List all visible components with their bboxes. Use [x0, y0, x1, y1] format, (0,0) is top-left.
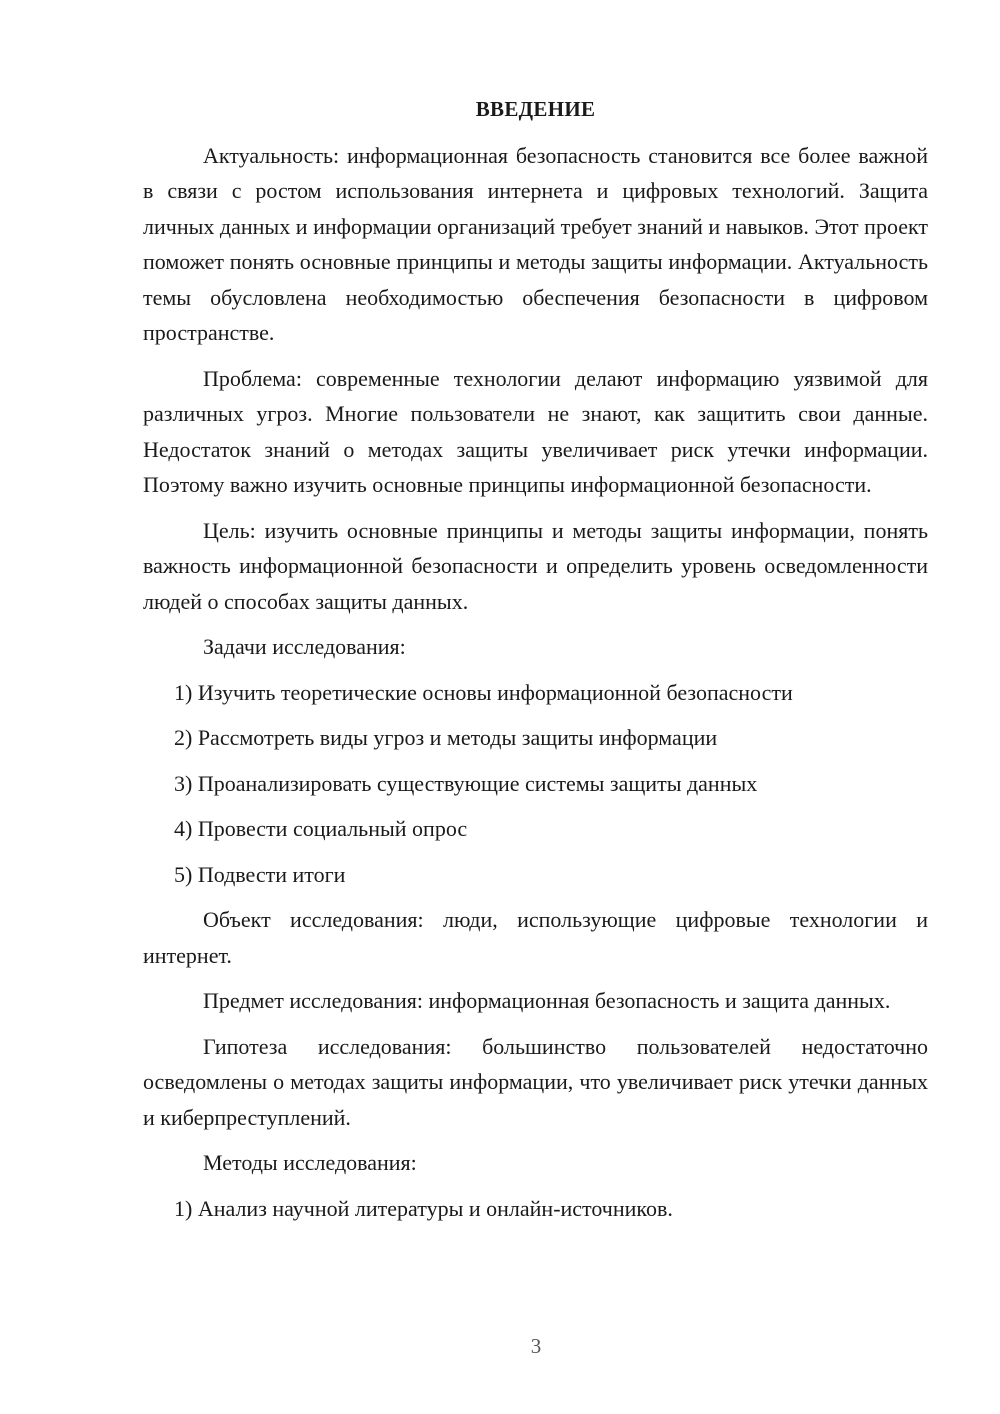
tasks-label: Задачи исследования:: [203, 634, 406, 659]
task-item: 3) Проанализировать существующие системы защиты данных: [174, 770, 758, 796]
task-item: 5) Подвести итоги: [174, 861, 346, 887]
methods-list: [143, 1191, 928, 1227]
problem-paragraph: Проблема: современные технологии делают информацию уязвимой для различных угроз. Многие пользователи не знают, как защитить свои данные. Недостаток знаний о методах защиты увеличивает риск утечки информации. Поэтому важно изучить основные принципы информационной безопасности.: [143, 365, 928, 497]
object-paragraph: Объект исследования: люди, использующие цифровые технологии и интернет.: [143, 907, 928, 968]
goal-paragraph: Цель: изучить основные принципы и методы защиты информации, понять важность информационной безопасности и определить уровень осведомленности людей о способах защиты данных.: [143, 517, 928, 614]
page-number: 3: [530, 1334, 542, 1358]
methods-label: Методы исследования:: [203, 1150, 417, 1175]
document-page: [143, 92, 928, 1236]
tasks-list: [143, 675, 928, 893]
task-item: 2) Рассмотреть виды угроз и методы защиты информации: [174, 725, 718, 750]
task-item: 4) Провести социальный опрос: [174, 816, 468, 841]
subject-paragraph: Предмет исследования: информационная безопасность и защита данных.: [203, 988, 891, 1013]
relevance-paragraph: Актуальность: информационная безопасность становится все более важной в связи с ростом использования интернета и цифровых технологий. Защита личных данных и информации организаций требует знаний и навыков. Этот проект поможет понять основные принципы и методы защиты информации. Актуальность темы обусловлена необходимостью обеспечения безопасности в цифровом пространстве.: [143, 142, 928, 345]
section-title: ВВЕДЕНИЕ: [475, 97, 596, 121]
task-item: 1) Изучить теоретические основы информационной безопасности: [174, 679, 793, 705]
hypothesis-paragraph: Гипотеза исследования: большинство пользователей недостаточно осведомлены о методах защиты информации, что увеличивает риск утечки данных и киберпреступлений.: [143, 1033, 928, 1130]
method-item: 1) Анализ научной литературы и онлайн-источников.: [174, 1195, 673, 1221]
